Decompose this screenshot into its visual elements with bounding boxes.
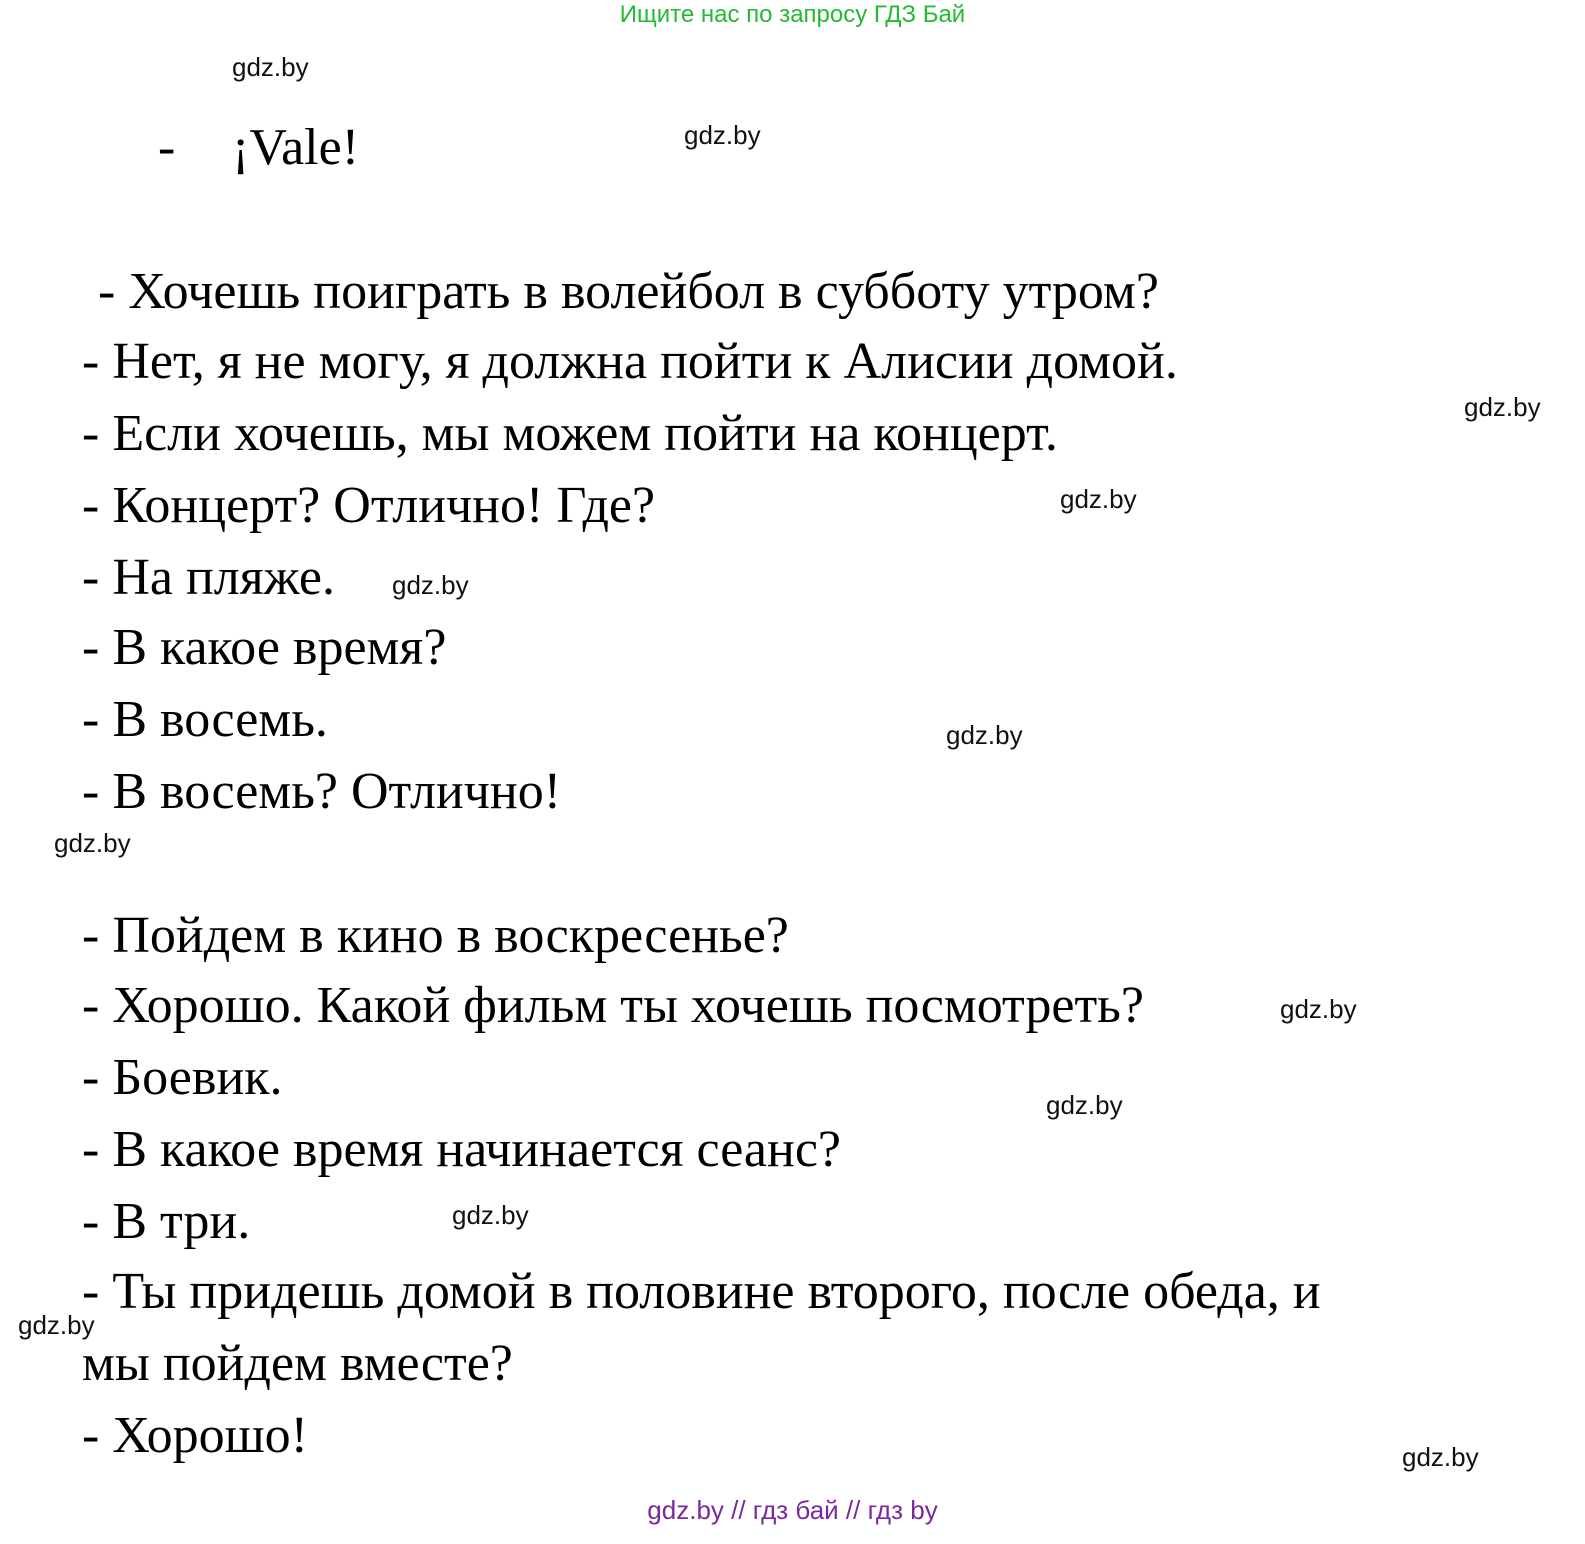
dialogue-line: - В какое время начинается сеанс? [82, 1121, 842, 1178]
dialogue-line: - Хорошо! [82, 1407, 308, 1464]
dialogue-line: - В какое время? [82, 619, 447, 676]
watermark: gdz.by [232, 52, 309, 82]
watermark: gdz.by [1280, 994, 1357, 1024]
watermark: gdz.by [18, 1310, 95, 1340]
dialogue-line: - Если хочешь, мы можем пойти на концерт. [82, 405, 1058, 462]
vale-dash: - [158, 119, 176, 176]
dialogue-line: - Концерт? Отлично! Где? [82, 477, 656, 534]
vale-text: ¡Vale! [232, 119, 360, 176]
dialogue-line: - В восемь? Отлично! [82, 763, 562, 820]
watermark: gdz.by [1464, 392, 1541, 422]
dialogue-line: мы пойдем вместе? [82, 1335, 513, 1392]
watermark: gdz.by [1402, 1442, 1479, 1472]
watermark: gdz.by [54, 828, 131, 858]
watermark: gdz.by [1046, 1090, 1123, 1120]
watermark: gdz.by [1060, 484, 1137, 514]
footer-links: gdz.by // гдз бай // гдз by [647, 1495, 938, 1525]
dialogue-line: - Ты придешь домой в половине второго, после обеда, и [82, 1263, 1321, 1320]
watermark: gdz.by [452, 1200, 529, 1230]
top-banner: Ищите нас по запросу ГДЗ Бай [619, 1, 966, 28]
watermark: gdz.by [946, 720, 1023, 750]
dialogue-line: - На пляже. [82, 549, 335, 606]
dialogue-line: - Нет, я не могу, я должна пойти к Алисии домой. [82, 333, 1178, 390]
dialogue-line: - Хочешь поиграть в волейбол в субботу утром? [98, 263, 1159, 320]
dialogue-line: - В три. [82, 1193, 251, 1250]
watermark: gdz.by [684, 120, 761, 150]
watermark: gdz.by [392, 570, 469, 600]
dialogue-line: - Пойдем в кино в воскресенье? [82, 907, 789, 964]
dialogue-line: - Хорошо. Какой фильм ты хочешь посмотреть? [82, 977, 1144, 1034]
dialogue-line: - Боевик. [82, 1049, 283, 1106]
dialogue-line: - В восемь. [82, 691, 328, 748]
